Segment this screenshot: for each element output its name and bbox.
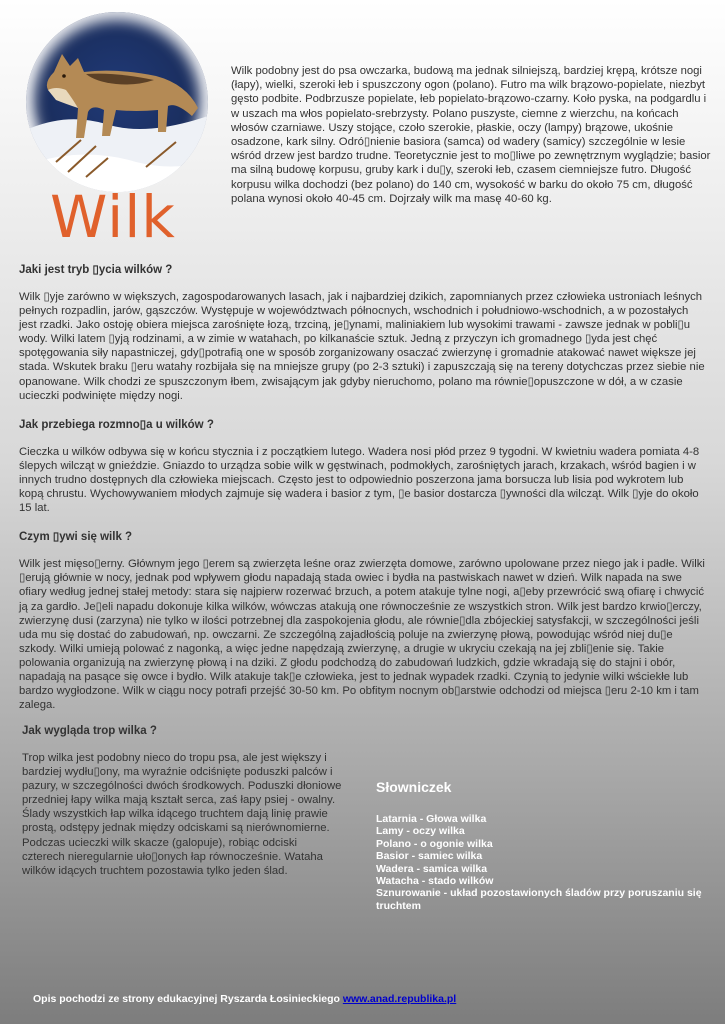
glossary-item: Sznurowanie - układ pozostawionych śladów przy poruszaniu się truchtem xyxy=(376,887,702,912)
glossary-item: Lamy - oczy wilka xyxy=(376,825,465,838)
section-heading: Jaki jest tryb ▯ycia wilków ? xyxy=(19,264,173,276)
track-text: Trop wilka jest podobny nieco do tropu psa, ale jest większy i bardziej wydłu▯ony, ma wyraźnie odciśnięte poduszki palców i pazury, w szczególności dwóch środkowych. Poduszki dłoniowe przedniej łapy wilka mają kształt serca, zaś łapy psiej - owalny. Ślady wszystkich łap wilka idącego truchtem dają linię prawie prostą, odstępy jednak między odciskami są nierównomierne. Podczas ucieczki wilk skacze (galopuje), robiąc odciski czterech nieregularnie uło▯onych łap równocześnie. Wataha wilków idących truchtem pozostawia tylko jeden ślad. xyxy=(22,752,342,877)
glossary-item: Polano - o ogonie wilka xyxy=(376,837,493,850)
glossary-item: Basior - samiec wilka xyxy=(376,850,483,863)
glossary-item: Wadera - samica wilka xyxy=(376,862,488,875)
section-heading: Jak przebiega rozmno▯a u wilków ? xyxy=(19,418,214,431)
footer-text: Opis pochodzi ze strony edukacyjnej Ryszarda Łosinieckiego xyxy=(33,993,343,1005)
section-text: Wilk jest mięso▯erny. Głównym jego ▯erem są zwierzęta leśne oraz zwierzęta domowe, zarówno upolowane przez niego jak i padłe. Wilki ▯erują głównie w nocy, jednak pod wpływem głodu napadają stada owiec i bydła na pastwiskach nawet w dzień. Wilk napada na swe ofiary według jednej stałej metody: stara się najpierw rozerwać brzuch, a potem atakuje tylne nogi, a▯eby przewrócić swą ofiarę i chwycić ją za gardło. Je▯eli napadu dokonuje kilka wilków, wówczas atakują one równocześnie ze wszystkich stron. Wilk jest bardzo krwio▯erczy, zwierzynę dusi (zarzyna) nie tylko w ilości potrzebnej dla zaspokojenia głodu, ale równie▯dla zbójeckiej satysfakcji, w szczególności jeśli uda mu się dostać do zabudowań, np. owczarni. Ze szczególną zajadłością poluje na zwierzynę płową, powodując wśród niej du▯e szkody. Wilki umieją polować z nagonką, a więc jedne napędzają zwierzynę, a drugie w ukryciu czekają na jej zbli▯enie się. Takie polowania organizują na zwierzynę płową i na dziki. Z głodu podchodzą do zabudowań ludzkich, gdzie wkradają się do stajni i obór, napadają na pasące się owce i bydło. Wilk atakuje tak▯e człowieka, jest to jednak wypadek rzadki. Czynią to jedynie wilki wściekłe lub bardzo wygłodzone. Wilk w ciągu nocy potrafi przejść 30-50 km. Po obfitym nocnym ob▯arstwie odchodzi od miejsca ▯eru 2-10 km i tam zalega. xyxy=(19,558,705,712)
wolf-photo xyxy=(26,12,208,192)
section-heading: Czym ▯ywi się wilk ? xyxy=(19,531,133,544)
footer-link[interactable]: www.anad.republika.pl xyxy=(342,993,457,1005)
wolf-icon xyxy=(26,12,208,192)
main-content xyxy=(19,262,705,726)
glossary-list xyxy=(376,813,711,912)
glossary-item: Latarnia - Głowa wilka xyxy=(376,813,487,825)
section-text: Cieczka u wilków odbywa się w końcu stycznia i z początkiem lutego. Wadera nosi płód przez 9 tygodni. W kwietniu wadera pomiata 4-8 ślepych wilcząt w gnieździe. Gniazdo to urządza sobie wilk w gęstwinach, podmokłych, zarośniętych jarach, krzakach, wśród bagien i w innych trudno dostępnych dla człowieka miejscach. Często jest to odpowiednio poszerzona jama borsucza lub lisia pod wykrotem lub kopą chrustu. Wychowywaniem młodych zajmuje się wadera i basior z tym, ▯e basior dostarcza ▯ywności dla wilcząt. Wilk ▯yje do około 15 lat. xyxy=(19,445,700,515)
section-text: Wilk ▯yje zarówno w większych, zagospodarowanych lasach, jak i najbardziej dzikich, zapomnianych przez człowieka ustroniach leśnych pełnych rozpadlin, jarów, gąszczów. Występuje w województwach północnych, wschodnich i południowo-wschodnich, a w pozostałych jest rzadki. Jako ostoję obiera miejsca zarośnięte łozą, trzciną, je▯ynami, maliniakiem lub wysokimi trawami - zawsze jednak w pobli▯u wody. Wilki latem ▯yją rodzinami, a w zimie w watahach, po kilkanaście sztuk. Jedną z przyczyn ich gromadnego ▯yda jest chęć spotęgowania siły napastniczej, gdy▯potrafią one w sposób zorganizowany osaczać zwierzynę i gromadnie atakować nawet większe jej stada. Wskutek braku ▯eru watahy rozbijała się na mniejsze grupy (po 2-3 sztuki) i zapuszczają się na tereny dotychczas przez siebie nie opanowane. Wilk chodzi ze spuszczonym łbem, zwisającym jak gdyby nieruchomo, polano ma równie▯opuszczone w dół, a w czasie ucieczki podwinięte między nogi. xyxy=(19,291,705,402)
intro-paragraph: Wilk podobny jest do psa owczarka, budową ma jednak silniejszą, bardziej krępą, krótsze nogi (łapy), wielki, szeroki łeb i spuszczony ogon (polano). Futro ma wilk brązowo-popielate, niezbyt gęsto podbite. Podbrzusze popielate, łeb popielato-brązowo-czarny. Koło pyska, na podgardlu i w uszach ma włos popielato-srebrzysty. Polano puszyste, ciemne z wierzchu, na końcach włosów czarniawe. Uszy stojące, czoło szerokie, płaskie, oczy (lampy) brązowe, ukośnie osadzone, kark silny. Odró▯nienie basiora (samca) od wadery (samicy) szczególnie w lesie wśród drzew jest bardzo trudne. Teoretycznie jest to mo▯liwe po zewnętrznym wyglądzie; basior ma silną budowę korpusu, gruby kark i du▯y, szeroki łeb, czasem ciemniejsze futro. Długość korpusu wilka dochodzi (bez polano) do 140 cm, wysokość w barku do około 75 cm, długość polana wynosi około 40-45 cm. Dojrzały wilk ma masę 40-60 kg. xyxy=(231,65,711,205)
page-title: Wilk xyxy=(50,183,176,251)
track-section xyxy=(22,725,342,878)
glossary-item: Watacha - stado wilków xyxy=(376,875,494,888)
glossary-heading: Słowniczek xyxy=(376,779,452,795)
track-heading: Jak wygląda trop wilka ? xyxy=(22,725,157,737)
footer xyxy=(33,993,456,1005)
glossary xyxy=(376,779,711,912)
